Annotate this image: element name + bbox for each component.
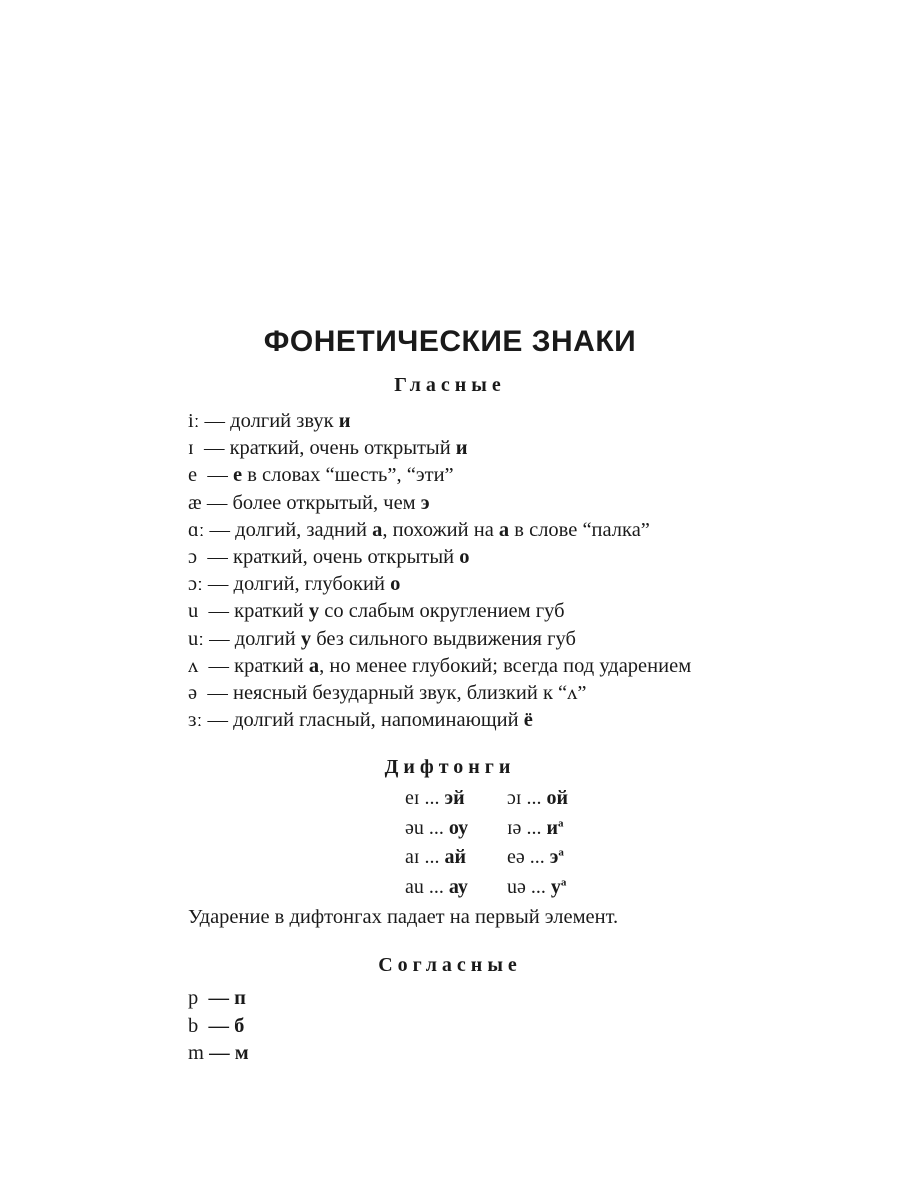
russian-equivalent: п <box>234 987 246 1009</box>
description-text: , но менее глубокий; всегда под ударением <box>319 654 692 677</box>
ipa-symbol: iː <box>188 410 200 432</box>
ellipsis: ... <box>525 875 551 898</box>
description-text: долгий гласный, напоминающий <box>233 709 524 732</box>
description-text: долгий звук <box>230 410 339 432</box>
dash-separator: — <box>199 410 231 432</box>
highlight-letter: е <box>232 464 243 487</box>
diphthong-row <box>405 787 645 817</box>
dash-separator: — <box>203 627 235 650</box>
dash-separator: — <box>198 987 235 1009</box>
highlight-letter: и <box>455 437 468 460</box>
description-text: , похожий на <box>382 518 499 541</box>
diphthong-cell <box>507 876 566 899</box>
ipa-symbol: b <box>188 1014 199 1037</box>
highlight-letter: о <box>459 545 470 568</box>
ellipsis: ... <box>521 787 547 809</box>
dash-separator: — <box>198 600 235 623</box>
ipa-symbol: aɪ <box>405 846 420 868</box>
description-text: краткий <box>234 600 309 623</box>
highlight-letter: а <box>308 654 320 677</box>
ipa-symbol: au <box>405 875 424 898</box>
diphthong-cell <box>507 787 568 810</box>
description-text: без сильного выдвижения губ <box>311 627 576 650</box>
diphthong-table <box>405 787 645 905</box>
russian-equivalent: б <box>234 1014 245 1037</box>
ipa-symbol: m <box>188 1042 204 1064</box>
dash-separator: — <box>204 518 236 541</box>
ipa-symbol: ɜː <box>188 709 203 732</box>
diphthong-stress-note: Ударение в дифтонгах падает на первый элемент. <box>188 906 619 928</box>
ipa-symbol: uː <box>188 627 204 650</box>
russian-equivalent: ай <box>444 846 466 868</box>
ipa-symbol: æ <box>188 491 202 514</box>
diphthong-row <box>405 876 645 906</box>
russian-equivalent: ау <box>448 875 468 898</box>
russian-equivalent: оу <box>448 816 469 839</box>
consonant-entry <box>188 1040 249 1068</box>
page-title: ФОНЕТИЧЕСКИЕ ЗНАКИ <box>263 325 637 358</box>
dash-separator: — <box>193 437 230 460</box>
superscript-letter: а <box>558 846 564 859</box>
ipa-symbol: eə <box>507 846 525 868</box>
ellipsis: ... <box>419 787 445 809</box>
highlight-letter: у <box>300 627 312 650</box>
russian-equivalent: ой <box>546 787 568 809</box>
ipa-symbol: uə <box>507 875 526 898</box>
russian-equivalent: и <box>546 816 558 839</box>
ellipsis: ... <box>419 846 445 868</box>
vowel-entry <box>188 517 691 544</box>
dash-separator: — <box>197 464 233 487</box>
consonant-entry <box>188 1013 249 1041</box>
dash-separator: — <box>198 654 235 677</box>
superscript-letter: а <box>560 875 567 888</box>
dash-separator: — <box>201 491 233 514</box>
consonants-heading: Согласные <box>378 954 522 976</box>
ipa-symbol: ʌ <box>188 654 199 677</box>
description-text: краткий <box>234 654 309 677</box>
description-text: более открытый, чем <box>232 491 421 514</box>
diphthong-row <box>405 846 645 876</box>
vowel-entry <box>188 707 691 734</box>
description-text: в словах “шесть”, “эти” <box>242 464 454 487</box>
consonant-list <box>188 985 249 1068</box>
ipa-symbol: ɔ <box>188 545 198 568</box>
vowel-entry <box>188 435 691 462</box>
ipa-symbol: ɪ <box>188 437 194 460</box>
description-text: долгий <box>234 627 301 650</box>
vowel-entry <box>188 462 691 489</box>
vowel-entry <box>188 653 691 680</box>
vowel-list <box>188 408 691 734</box>
highlight-letter: а <box>498 518 510 541</box>
ellipsis: ... <box>423 875 449 898</box>
description-text: неясный безударный звук, близкий к “ʌ” <box>232 681 587 704</box>
dash-separator: — <box>198 1014 235 1037</box>
ipa-symbol: ə <box>188 681 198 704</box>
highlight-letter: и <box>338 410 351 432</box>
diphthong-cell <box>405 876 468 899</box>
ipa-symbol: ɪə <box>507 816 522 839</box>
highlight-letter: а <box>372 518 383 541</box>
vowel-entry <box>188 626 691 653</box>
highlight-letter: э <box>420 491 430 514</box>
vowel-entry <box>188 598 691 625</box>
ipa-symbol: u <box>188 600 199 623</box>
diphthong-cell <box>507 817 563 840</box>
russian-equivalent: э <box>549 846 559 868</box>
diphthong-row <box>405 817 645 847</box>
description-text: долгий, глубокий <box>233 573 391 596</box>
description-text: в слове “палка” <box>509 518 650 541</box>
diphthong-cell <box>405 846 466 869</box>
ipa-symbol: ɔɪ <box>507 787 522 809</box>
ipa-symbol: əu <box>405 816 424 839</box>
highlight-letter: о <box>390 573 401 596</box>
highlight-letter: у <box>308 600 320 623</box>
consonant-entry <box>188 985 249 1013</box>
dash-separator: — <box>202 709 234 732</box>
dash-separator: — <box>203 1042 235 1064</box>
ipa-symbol: ɑː <box>188 518 205 541</box>
dash-separator: — <box>197 545 233 568</box>
diphthong-cell <box>507 846 564 869</box>
vowel-entry <box>188 571 691 598</box>
diphthong-cell <box>405 787 465 810</box>
ipa-symbol: p <box>188 987 199 1009</box>
ipa-symbol: e <box>188 464 198 487</box>
description-text: со слабым округлением губ <box>319 600 565 623</box>
russian-equivalent: эй <box>444 787 465 809</box>
vowel-entry <box>188 408 691 435</box>
dash-separator: — <box>197 681 233 704</box>
diphthongs-heading: Дифтонги <box>384 756 516 778</box>
ipa-symbol: ɔː <box>188 573 203 596</box>
description-text: краткий, очень открытый <box>232 545 460 568</box>
highlight-letter: ё <box>523 709 533 732</box>
vowel-entry <box>188 490 691 517</box>
diphthong-cell <box>405 817 468 840</box>
ipa-symbol: eɪ <box>405 787 420 809</box>
ellipsis: ... <box>524 846 550 868</box>
ellipsis: ... <box>423 816 449 839</box>
superscript-letter: а <box>557 816 564 829</box>
vowels-heading: Гласные <box>394 374 506 396</box>
description-text: долгий, задний <box>235 518 373 541</box>
ellipsis: ... <box>521 816 547 839</box>
dash-separator: — <box>202 573 234 596</box>
russian-equivalent: у <box>550 875 561 898</box>
vowel-entry <box>188 544 691 571</box>
russian-equivalent: м <box>234 1042 249 1064</box>
description-text: краткий, очень открытый <box>229 437 456 460</box>
vowel-entry <box>188 680 691 707</box>
